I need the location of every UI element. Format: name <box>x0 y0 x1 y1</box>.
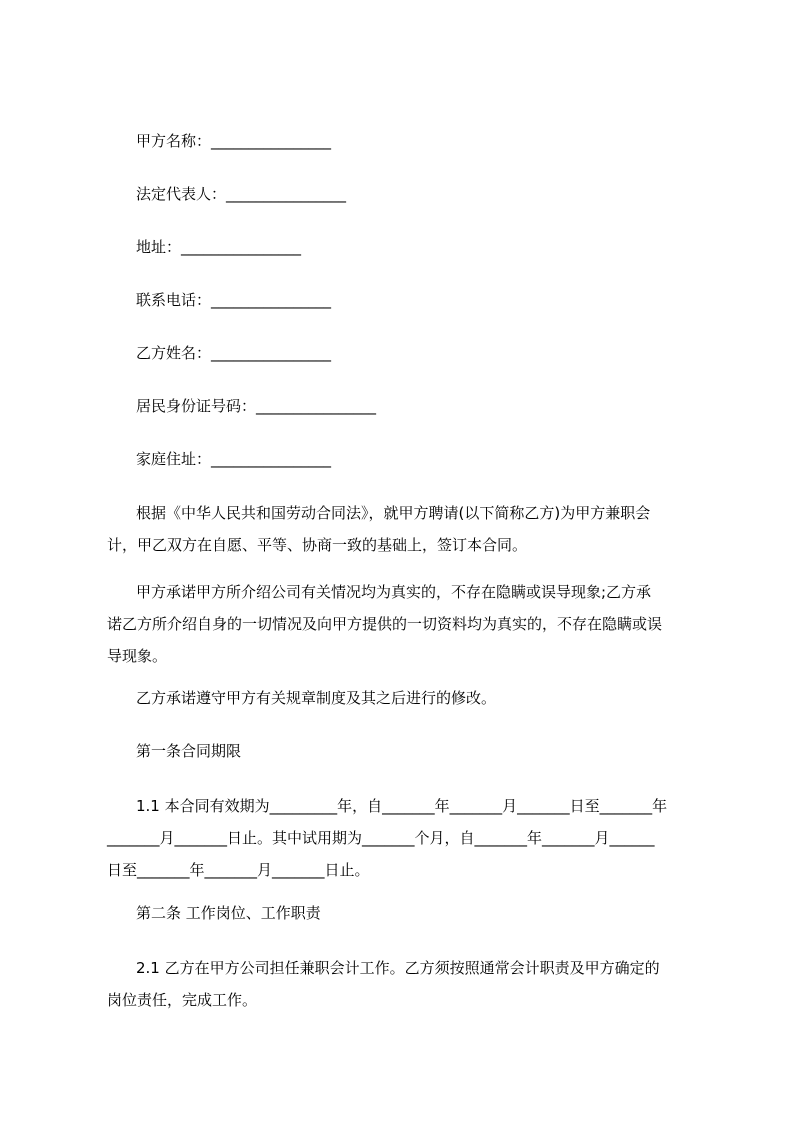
commitment-paragraph <box>107 576 693 672</box>
article-2-1-line-2: 岗位责任，完成工作。 <box>107 991 258 1009</box>
party-b-name-field: 乙方姓名：________________ <box>136 344 332 362</box>
article-1-1-line-1: 1.1 本合同有效期为_________年，自_______年_______月_______日至_______年 <box>136 797 668 815</box>
article-1-title: 第一条合同期限 <box>136 742 242 760</box>
address-field: 地址：________________ <box>136 238 302 256</box>
commitment-line-2: 诺乙方所介绍自身的一切情况及向甲方提供的一切资料均为真实的，不存在隐瞒或误 <box>107 615 663 633</box>
article-2-1-line-1: 2.1 乙方在甲方公司担任兼职会计工作。乙方须按照通常会计职责及甲方确定的 <box>136 959 660 977</box>
article-1-1-line-2: _______月_______日止。其中试用期为_______个月，自_______年_______月______ <box>107 829 655 847</box>
compliance-paragraph: 乙方承诺遵守甲方有关规章制度及其之后进行的修改。 <box>136 689 497 707</box>
commitment-line-3: 导现象。 <box>107 647 168 665</box>
article-1-1-paragraph <box>107 790 693 886</box>
article-2-title: 第二条 工作岗位、工作职责 <box>136 904 321 922</box>
id-number-field: 居民身份证号码：________________ <box>136 397 377 415</box>
article-1-1-line-3: 日至_______年_______月_______日止。 <box>107 861 370 879</box>
intro-line-2: 计，甲乙双方在自愿、平等、协商一致的基础上，签订本合同。 <box>107 536 528 554</box>
contact-phone-field: 联系电话：________________ <box>136 291 332 309</box>
party-a-name-field: 甲方名称：________________ <box>136 132 332 150</box>
commitment-line-1: 甲方承诺甲方所介绍公司有关情况均为真实的，不存在隐瞒或误导现象;乙方承 <box>136 583 652 601</box>
intro-paragraph <box>107 497 693 561</box>
legal-representative-field: 法定代表人：________________ <box>136 185 347 203</box>
home-address-field: 家庭住址：________________ <box>136 450 332 468</box>
intro-line-1: 根据《中华人民共和国劳动合同法》，就甲方聘请(以下简称乙方)为甲方兼职会 <box>136 504 651 522</box>
article-2-1-paragraph <box>107 952 693 1016</box>
